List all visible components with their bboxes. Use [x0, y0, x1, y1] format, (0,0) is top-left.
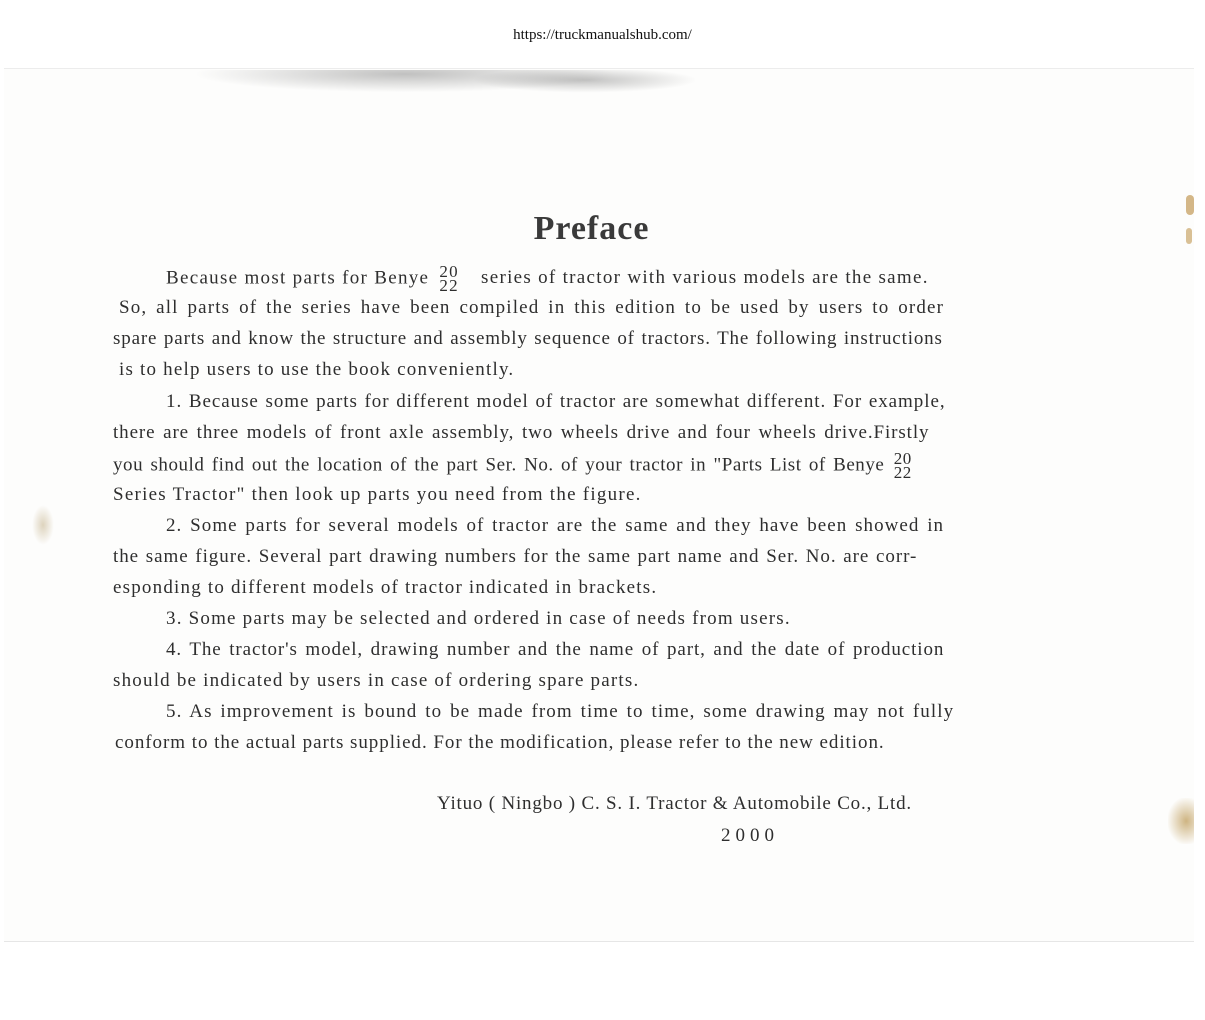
text-line	[166, 262, 929, 295]
model-fraction	[893, 449, 912, 482]
fraction-bottom: 22	[439, 276, 459, 295]
stain-mark	[1186, 195, 1194, 215]
fraction-top: 20	[893, 449, 912, 468]
text-line: 3. Some parts may be selected and ordered in case of needs from users.	[166, 608, 791, 629]
url-header[interactable]: https://truckmanualshub.com/	[513, 27, 692, 43]
text-line: 4. The tractor's model, drawing number and the name of part, and the date of production	[166, 639, 945, 660]
text-line: there are three models of front axle assembly, two wheels drive and four wheels drive.Firstly	[113, 422, 930, 443]
stain-mark	[1168, 798, 1194, 844]
stain-mark	[1186, 228, 1192, 244]
text-line: is to help users to use the book conveniently.	[119, 359, 515, 380]
fraction-bottom: 22	[893, 463, 912, 482]
page-title: Preface	[533, 210, 650, 247]
text-line: So, all parts of the series have been compiled in this edition to be used by users to order	[119, 297, 945, 318]
company-name: Yituo ( Ningbo ) C. S. I. Tractor & Automobile Co., Ltd.	[437, 793, 912, 814]
text-line: esponding to different models of tractor indicated in brackets.	[113, 577, 658, 598]
text-line: 1. Because some parts for different model of tractor are somewhat different. For example,	[166, 391, 946, 412]
fraction-top: 20	[439, 262, 459, 281]
text-line: should be indicated by users in case of ordering spare parts.	[113, 670, 640, 691]
text-line: 5. As improvement is bound to be made from time to time, some drawing may not fully	[166, 701, 955, 722]
stain-mark	[32, 505, 54, 545]
model-fraction	[439, 262, 459, 295]
text-segment: series of tractor with various models are the same.	[481, 267, 929, 289]
scan-speckle	[105, 70, 695, 140]
text-line: spare parts and know the structure and assembly sequence of tractors. The following instructions	[113, 328, 943, 349]
publication-year: 2000	[721, 825, 779, 846]
text-segment: you should find out the location of the part Ser. No. of your tractor in "Parts List of Benye	[113, 454, 885, 476]
text-line	[113, 449, 916, 482]
text-segment: Because most parts for Benye	[166, 267, 430, 289]
text-line: the same figure. Several part drawing numbers for the same part name and Ser. No. are corr-	[113, 546, 918, 567]
text-line: 2. Some parts for several models of tractor are the same and they have been showed in	[166, 515, 945, 536]
text-line: conform to the actual parts supplied. For the modification, please refer to the new edition.	[115, 732, 885, 753]
text-line: Series Tractor" then look up parts you need from the figure.	[113, 484, 642, 505]
